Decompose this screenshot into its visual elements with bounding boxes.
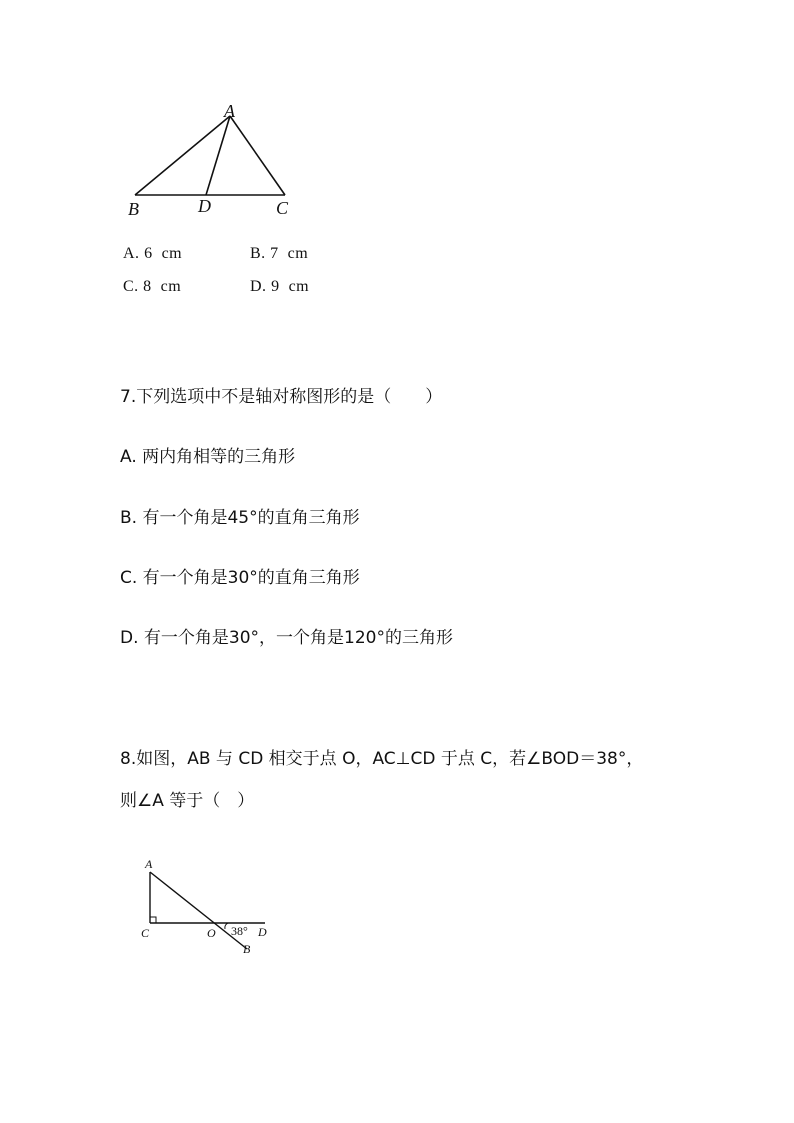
right-angle-mark <box>150 917 156 923</box>
intersecting-lines-figure <box>135 852 280 962</box>
q7-option-c: C. 有一个角是30°的直角三角形 <box>120 568 360 588</box>
label-d: D <box>198 196 211 216</box>
q7-option-d: D. 有一个角是30°，一个角是120°的三角形 <box>120 628 453 648</box>
label-o: O <box>207 926 216 940</box>
segment-ac <box>230 116 285 195</box>
q6-option-b-key: B. <box>250 245 266 262</box>
label-b: B <box>243 942 251 956</box>
segment-ab <box>135 116 230 195</box>
q7-stem: 7.下列选项中不是轴对称图形的是（ ） <box>120 387 443 407</box>
label-c: C <box>276 198 289 218</box>
q6-option-b-text: 7 cm <box>270 245 309 262</box>
q8-stem-line1: 8.如图，AB 与 CD 相交于点 O，AC⊥CD 于点 C，若∠BOD＝38°， <box>120 749 644 769</box>
q6-option-d-key: D. <box>250 278 267 295</box>
q7-option-a: A. 两内角相等的三角形 <box>120 447 296 467</box>
q6-option-b <box>250 245 308 263</box>
angle-label: 38° <box>231 924 248 938</box>
q6-option-a <box>123 245 182 263</box>
label-b: B <box>128 199 139 219</box>
q6-option-c-text: 8 cm <box>143 278 182 295</box>
q6-option-c <box>123 278 181 296</box>
q6-option-c-key: C. <box>123 278 139 295</box>
q6-option-a-key: A. <box>123 245 140 262</box>
label-c: C <box>141 926 150 940</box>
q6-option-d <box>250 278 309 296</box>
q8-stem-line2: 则∠A 等于（ ） <box>120 791 255 811</box>
q6-option-a-text: 6 cm <box>144 245 183 262</box>
q6-option-d-text: 9 cm <box>271 278 310 295</box>
label-a: A <box>145 857 153 871</box>
label-a: A <box>224 101 235 121</box>
label-d: D <box>258 925 267 939</box>
angle-arc <box>225 923 228 929</box>
q7-option-b: B. 有一个角是45°的直角三角形 <box>120 508 360 528</box>
triangle-abc-figure <box>120 95 310 225</box>
segment-ad <box>206 116 230 195</box>
